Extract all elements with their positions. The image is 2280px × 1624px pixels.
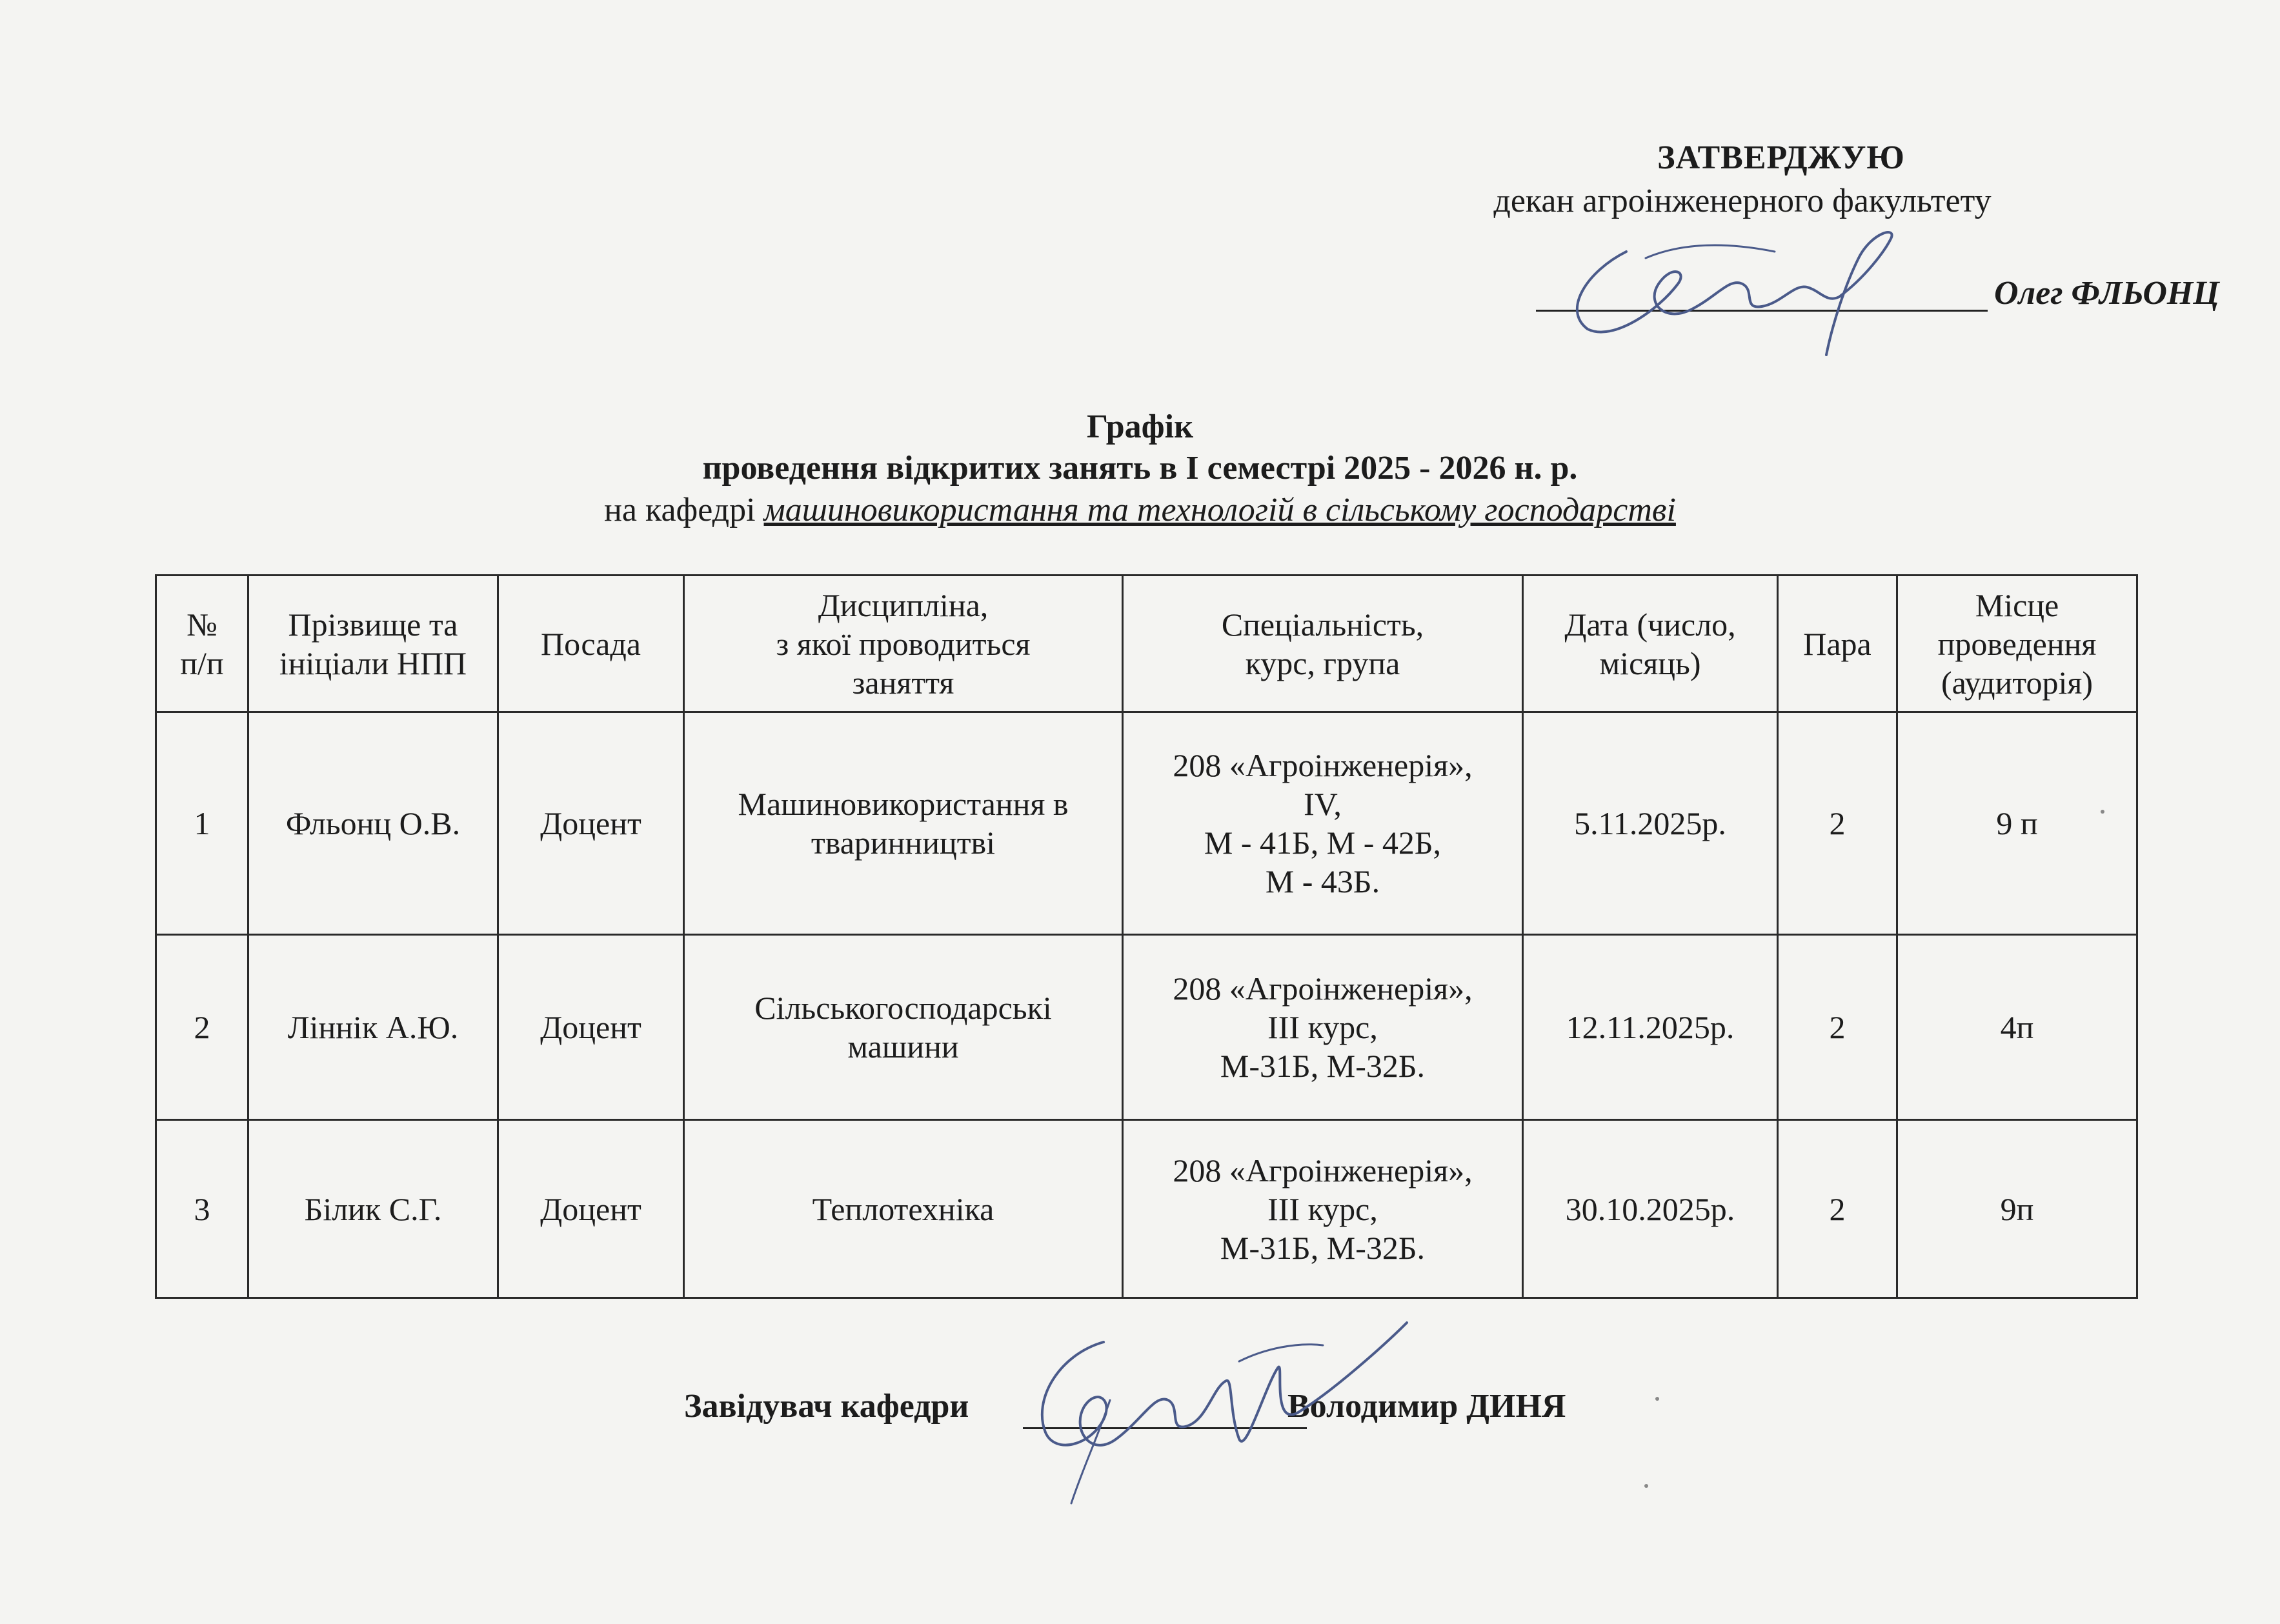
cell-discipline: Машиновикористання в тваринництві	[684, 712, 1123, 935]
cell-date: 5.11.2025р.	[1523, 712, 1778, 935]
table-header-row	[156, 576, 2137, 712]
heading-title: Графік	[1086, 408, 1194, 445]
footer-label: Завідувач кафедри	[684, 1388, 969, 1425]
dean-signature-icon	[1549, 213, 1910, 361]
cell-pair: 2	[1778, 935, 1897, 1120]
heading-subtitle: проведення відкритих занять в І семестрі 2025 - 2026 н. р.	[702, 450, 1578, 486]
header-date: Дата (число, місяць)	[1523, 576, 1778, 712]
cell-pair: 2	[1778, 712, 1897, 935]
approval-role: декан агроінженерного факультету	[1493, 183, 1992, 219]
approval-name: Олег ФЛЬОНЦ	[1994, 275, 2219, 312]
cell-position: Доцент	[498, 1120, 684, 1298]
head-signature-icon	[994, 1310, 1433, 1516]
cell-room: 9п	[1897, 1120, 2137, 1298]
cell-room: 9 п	[1897, 712, 2137, 935]
approval-block	[1329, 139, 2155, 220]
paper-speck	[1644, 1484, 1648, 1488]
paper-speck	[1655, 1397, 1659, 1401]
schedule-table	[155, 574, 2138, 1299]
document-heading	[0, 406, 2280, 532]
cell-date: 30.10.2025р.	[1523, 1120, 1778, 1298]
table-row	[156, 1120, 2137, 1298]
header-name: Прізвище та ініціали НПП	[248, 576, 498, 712]
department-name: машиновикористання та технологій в сільському господарстві	[763, 492, 1676, 528]
cell-num: 1	[156, 712, 248, 935]
header-num: № п/п	[156, 576, 248, 712]
department-prefix: на кафедрі	[604, 492, 764, 528]
header-discipline: Дисципліна, з якої проводиться заняття	[684, 576, 1123, 712]
header-position: Посада	[498, 576, 684, 712]
footer-name: Володимир ДИНЯ	[1287, 1388, 1566, 1425]
cell-name: Ліннік А.Ю.	[248, 935, 498, 1120]
header-room: Місце проведення (аудиторія)	[1897, 576, 2137, 712]
paper-speck	[2101, 810, 2104, 814]
cell-position: Доцент	[498, 712, 684, 935]
cell-num: 2	[156, 935, 248, 1120]
heading-department-line	[0, 489, 2280, 532]
cell-discipline: Сільськогосподарські машини	[684, 935, 1123, 1120]
cell-position: Доцент	[498, 935, 684, 1120]
cell-name: Білик С.Г.	[248, 1120, 498, 1298]
cell-room: 4п	[1897, 935, 2137, 1120]
cell-num: 3	[156, 1120, 248, 1298]
cell-date: 12.11.2025р.	[1523, 935, 1778, 1120]
cell-specialty: 208 «Агроінженерія», ІІІ курс, М-31Б, М-32Б.	[1123, 935, 1523, 1120]
approval-title: ЗАТВЕРДЖУЮ	[1657, 139, 1905, 176]
table-row	[156, 935, 2137, 1120]
cell-pair: 2	[1778, 1120, 1897, 1298]
cell-specialty: 208 «Агроінженерія», ІІІ курс, М-31Б, М-32Б.	[1123, 1120, 1523, 1298]
table-row	[156, 712, 2137, 935]
cell-specialty: 208 «Агроінженерія», IV, М - 41Б, М - 42Б, М - 43Б.	[1123, 712, 1523, 935]
header-pair: Пара	[1778, 576, 1897, 712]
header-specialty: Спеціальність, курс, група	[1123, 576, 1523, 712]
cell-name: Фльонц О.В.	[248, 712, 498, 935]
cell-discipline: Теплотехніка	[684, 1120, 1123, 1298]
